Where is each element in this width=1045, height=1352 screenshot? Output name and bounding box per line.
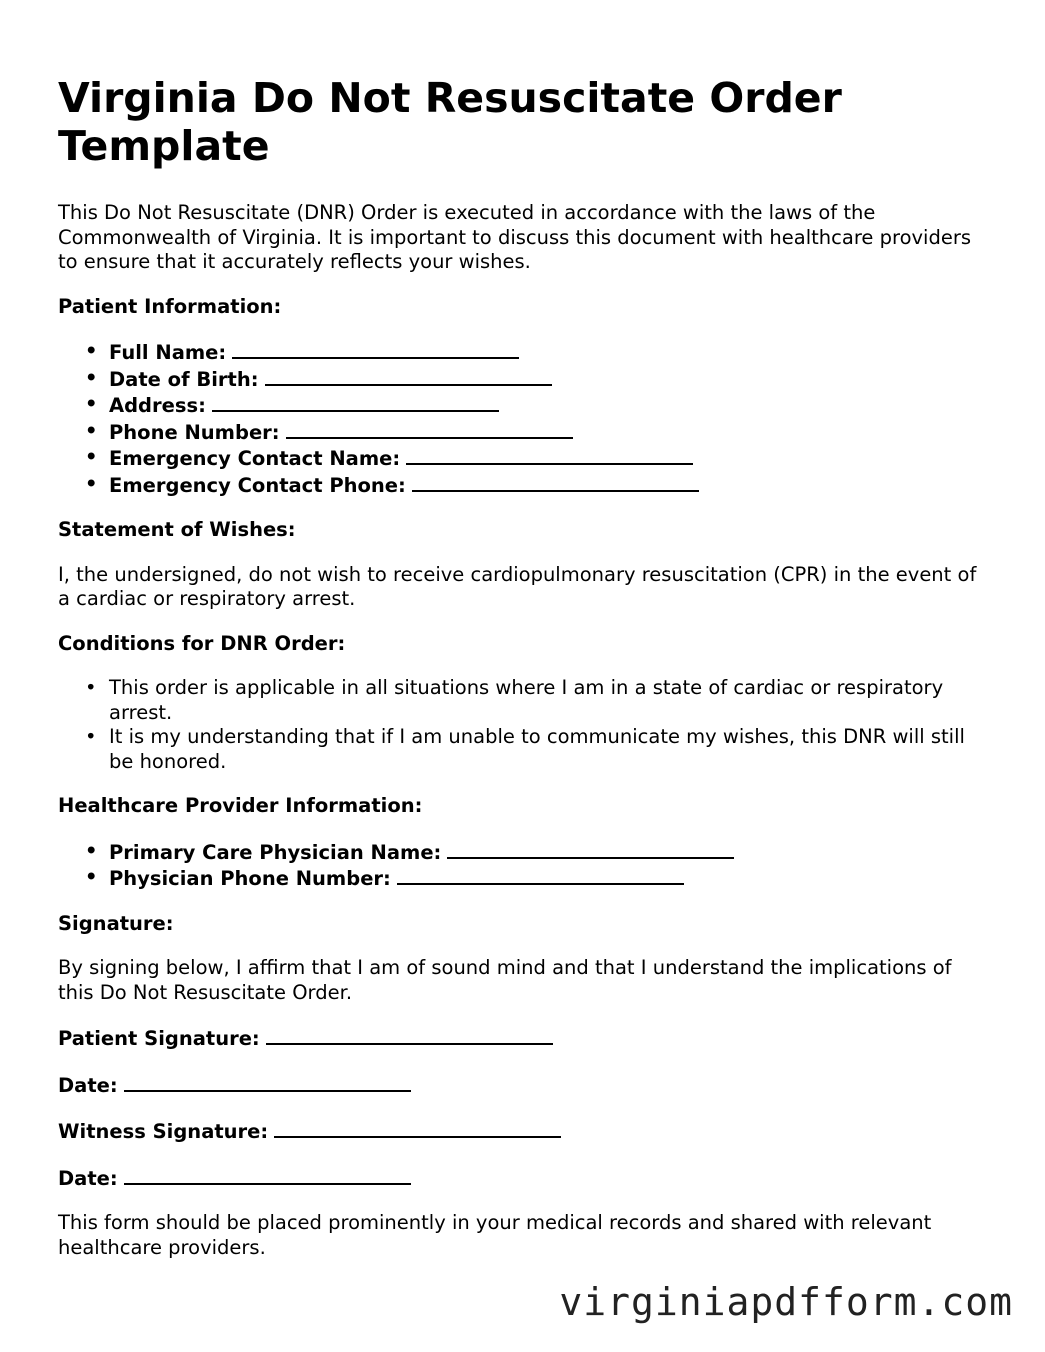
conditions-heading: Conditions for DNR Order: [58,631,346,655]
address-label: Address: [109,394,206,417]
patient-signature-field[interactable] [266,1025,553,1045]
patient-date-field[interactable] [124,1072,411,1092]
bullet-icon: • [85,418,98,442]
physician-name-field[interactable] [447,839,734,859]
list-item [85,676,988,725]
address-field[interactable] [212,392,499,412]
patient-date-line [58,1072,988,1099]
list-item [85,471,988,499]
list-item [85,365,988,393]
full-name-label: Full Name: [109,341,227,364]
provider-heading: Healthcare Provider Information: [58,794,423,817]
intro-paragraph: This Do Not Resuscitate (DNR) Order is executed in accordance with the laws of the Commonwealth of Virginia. It is important to discuss this document with healthcare providers to ensure that it accurately reflects your wishes. [58,201,972,273]
document-page [58,74,988,1280]
phone-number-label: Phone Number: [109,420,280,444]
physician-phone-field[interactable] [397,865,684,885]
page-title: Virginia Do Not Resuscitate Order Template [58,74,842,170]
signature-heading: Signature: [58,911,174,935]
witness-date-field[interactable] [124,1165,411,1185]
bullet-icon: • [85,865,98,888]
witness-date-label: Date: [58,1166,118,1190]
list-item [85,418,988,446]
bullet-icon: • [85,365,98,389]
witness-signature-label: Witness Signature: [58,1120,269,1143]
patient-signature-line [58,1025,988,1052]
list-item [85,392,988,419]
statement-paragraph: I, the undersigned, do not wish to receive cardiopulmonary resuscitation (CPR) in the event of a cardiac or respiratory arrest. [58,562,977,610]
bullet-icon: • [85,445,98,468]
emergency-contact-name-field[interactable] [406,445,693,465]
witness-date-line [58,1165,988,1192]
emergency-contact-name-label: Emergency Contact Name: [109,447,401,470]
phone-number-field[interactable] [286,419,573,439]
patient-info-list [58,339,988,498]
condition-text: This order is applicable in all situations where I am in a state of cardiac or respiratory arrest. [109,676,944,724]
site-watermark: virginiapdfform.com [559,1280,1013,1324]
provider-list [58,839,988,892]
condition-text: It is my understanding that if I am unable to communicate my wishes, this DNR will still be honored. [109,725,965,773]
bullet-icon: • [85,725,97,748]
bullet-icon: • [85,838,98,862]
list-item [85,725,988,774]
list-item [85,865,988,892]
patient-info-heading: Patient Information: [58,294,282,318]
statement-heading: Statement of Wishes: [58,518,296,541]
list-item [85,445,988,472]
list-item [85,339,988,366]
bullet-icon: • [85,339,98,362]
bullet-icon: • [85,676,97,699]
list-item [85,838,988,866]
full-name-field[interactable] [232,339,519,359]
physician-phone-label: Physician Phone Number: [109,867,391,890]
patient-date-label: Date: [58,1073,118,1097]
emergency-contact-phone-label: Emergency Contact Phone: [109,473,406,497]
date-of-birth-label: Date of Birth: [109,367,259,391]
patient-signature-label: Patient Signature: [58,1027,260,1050]
bullet-icon: • [85,392,98,415]
footer-note: This form should be placed prominently in your medical records and shared with relevant healthcare providers. [58,1211,932,1259]
conditions-list [58,676,988,774]
physician-name-label: Primary Care Physician Name: [109,840,442,864]
bullet-icon: • [85,471,98,495]
witness-signature-field[interactable] [274,1118,561,1138]
date-of-birth-field[interactable] [265,366,552,386]
emergency-contact-phone-field[interactable] [412,472,699,492]
witness-signature-line [58,1118,988,1145]
signature-paragraph: By signing below, I affirm that I am of sound mind and that I understand the implications of this Do Not Resuscitate Order. [58,956,952,1004]
